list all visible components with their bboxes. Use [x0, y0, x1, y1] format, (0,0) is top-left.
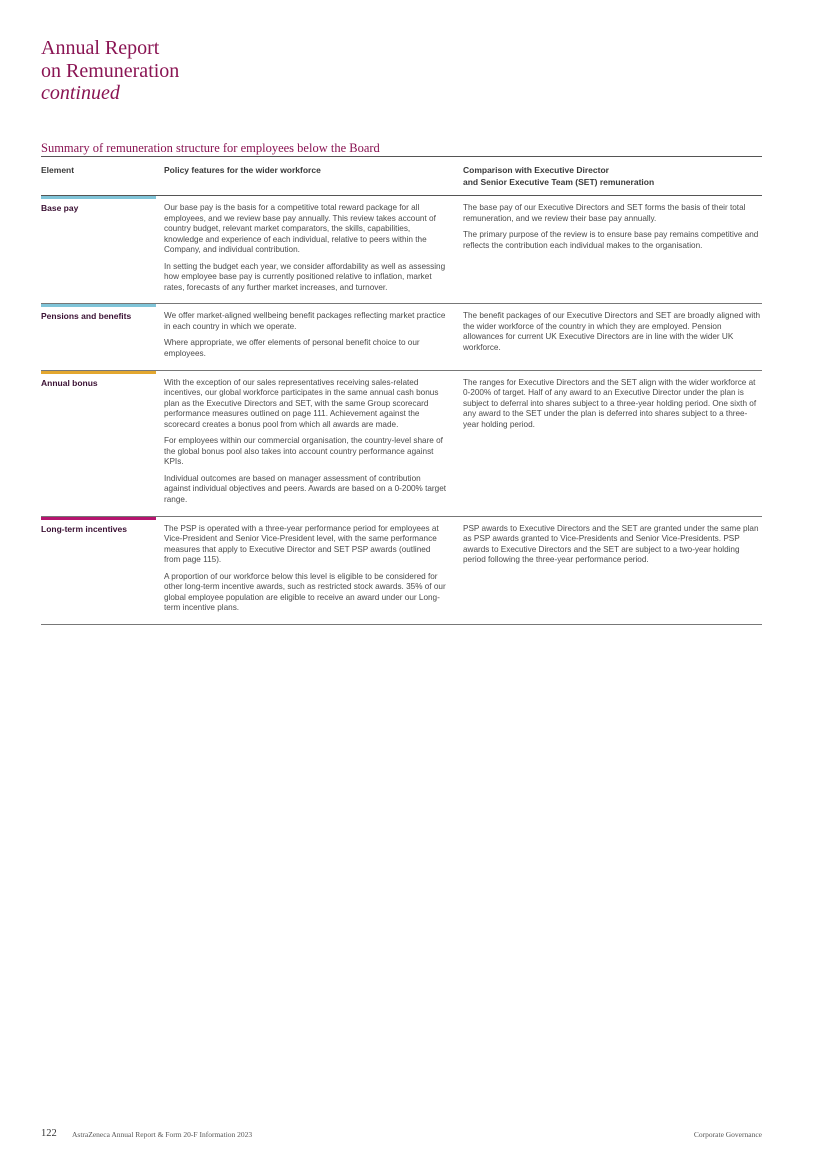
page-footer [41, 1128, 762, 1142]
element-accent-bar [41, 517, 156, 520]
column-header-element: Element [41, 165, 75, 175]
element-accent-bar [41, 304, 156, 307]
policy-paragraph: Our base pay is the basis for a competitive total reward package for all employees, and we review base pay annually. This review takes account of country budget, relevant market comparators, the skills, capabilities, knowledge and experience of each individual, relative to peers within the Company, and individual contribution. [164, 203, 436, 255]
element-name: Annual bonus [41, 377, 98, 388]
table-row [41, 304, 762, 370]
table-header [41, 157, 762, 196]
comparison-cell [463, 371, 762, 516]
remuneration-table [41, 156, 762, 625]
table-row [41, 371, 762, 517]
policy-cell [164, 517, 463, 624]
column-header-comparison-line2: and Senior Executive Team (SET) remuneration [463, 176, 655, 187]
element-name: Pensions and benefits [41, 311, 132, 322]
policy-paragraph: With the exception of our sales representatives receiving sales-related incentives, our global workforce participates in the same annual cash bonus plan as the Executive Directors and SET, with the same Group scorecard performance measures outlined on page 111. Achievement against the scorecard creates a bonus pool from which all awards are made. [164, 377, 439, 429]
section-title: Summary of remuneration structure for employees below the Board [41, 141, 380, 155]
element-label [41, 304, 156, 369]
element-name: Long-term incentives [41, 523, 127, 534]
element-accent-bar [41, 371, 156, 374]
policy-cell [164, 196, 463, 303]
title-subtitle: continued [41, 82, 120, 104]
footer-document-name: AstraZeneca Annual Report & Form 20-F Information 2023 [72, 1130, 253, 1139]
element-name: Base pay [41, 203, 79, 213]
comparison-cell [463, 196, 762, 303]
element-accent-bar [41, 196, 156, 199]
comparison-cell [463, 517, 762, 624]
comparison-paragraph: The benefit packages of our Executive Directors and SET are broadly aligned with the wider workforce of the country in which they are employed. Pension allowances for current UK Executive Directors are in line with the wider UK workforce. [463, 311, 761, 353]
policy-paragraph: Individual outcomes are based on manager assessment of contribution against individual objectives and peers. Awards are based on a 0-200% target range. [164, 473, 447, 505]
page-title [41, 37, 179, 105]
element-label [41, 196, 156, 303]
column-header-comparison-line1: Comparison with Executive Director [463, 165, 609, 175]
comparison-paragraph: The primary purpose of the review is to ensure base pay remains competitive and reflects the contribution each individual makes to the organisation. [463, 230, 759, 250]
element-label [41, 371, 156, 516]
policy-paragraph: In setting the budget each year, we consider affordability as well as assessing how employee base pay is currently positioned relative to inflation, market rates, forecasts of any further market increases, and turnover. [164, 261, 446, 292]
comparison-paragraph: The base pay of our Executive Directors and SET forms the basis of their total remuneration, and we review their base pay annually. [463, 203, 746, 223]
policy-paragraph: Where appropriate, we offer elements of personal benefit choice to our employees. [164, 338, 420, 359]
title-line-2: on Remuneration [41, 59, 180, 82]
column-header-policy: Policy features for the wider workforce [164, 165, 321, 175]
comparison-paragraph: PSP awards to Executive Directors and the SET are granted under the same plan as PSP awards granted to Vice-Presidents and Senior Vice-Presidents. PSP awards to Executive Directors and the SET are subject to a two-year holding period following the three-year performance period. [463, 523, 759, 565]
footer-section-name: Corporate Governance [693, 1130, 762, 1139]
policy-paragraph: A proportion of our workforce below this level is eligible to be considered for other long-term incentive awards, such as restricted stock awards. 35% of our global employee population are eligible to receive an award under our Long-term incentive plans. [164, 571, 446, 613]
policy-paragraph: For employees within our commercial organisation, the country-level share of the global bonus pool also takes into account country performance against KPIs. [164, 436, 443, 467]
comparison-cell [463, 304, 762, 369]
policy-paragraph: We offer market-aligned wellbeing benefit packages reflecting market practice in each country in which we operate. [164, 311, 446, 331]
policy-cell [164, 304, 463, 369]
policy-cell [164, 371, 463, 516]
policy-paragraph: The PSP is operated with a three-year performance period for employees at Vice-President and Senior Vice-President level, with the same performance measures that apply to Executive Director and SET PSP awards (outlined from page 115). [164, 523, 439, 565]
table-row [41, 196, 762, 304]
column-header-comparison [463, 157, 762, 195]
element-label [41, 517, 156, 624]
title-line-1: Annual Report [41, 37, 160, 59]
comparison-paragraph: The ranges for Executive Directors and the SET align with the wider workforce at 0-200% of target. Half of any award to an Executive Director under the plan is subject to deferral into shares subject to a three-year holding period. One sixth of any award to the SET under the plan is deferred into shares subject to a three-year holding period. [463, 377, 757, 429]
table-row [41, 517, 762, 625]
page-number: 122 [41, 1128, 57, 1139]
table-body [41, 196, 762, 625]
